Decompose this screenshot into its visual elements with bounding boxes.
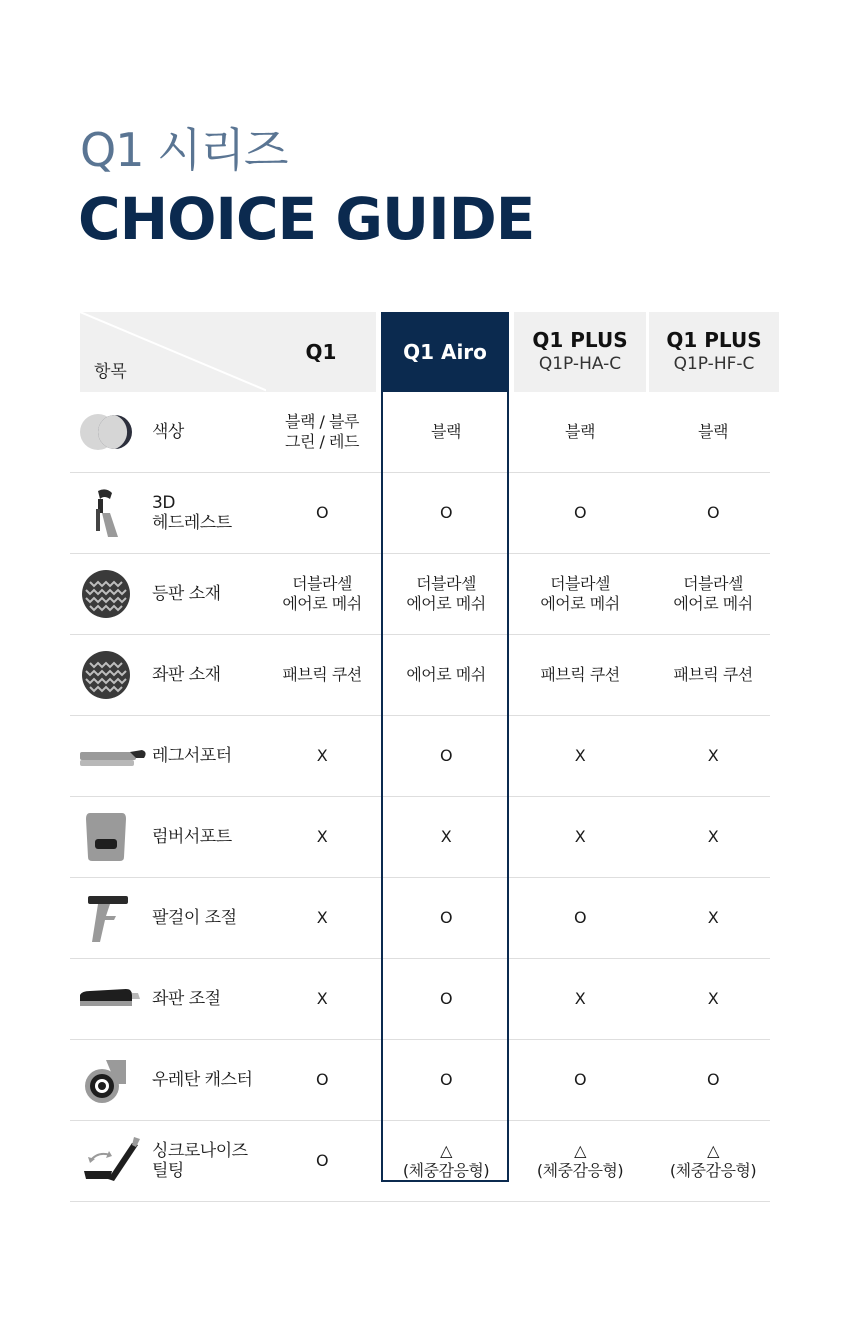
model-header-q1-airo: [381, 312, 509, 392]
model-header-q1: [266, 312, 376, 392]
corner-item-label: 항목: [94, 362, 127, 382]
row-label: 등판 소재: [152, 584, 221, 604]
cell-q1-plus-ha: △ (체중감응형): [536, 1141, 624, 1180]
cell-q1-airo: X: [440, 827, 452, 846]
row-label: 싱크로나이즈 틸팅: [152, 1141, 248, 1181]
cell-q1: O: [315, 503, 329, 522]
row-label: 팔걸이 조절: [152, 908, 237, 928]
row-label: 3D 헤드레스트: [152, 493, 232, 533]
mesh-icon: [80, 649, 132, 701]
model-header-q1-plus-hf: [649, 312, 779, 392]
cell-q1-airo: O: [439, 746, 453, 765]
table-row: [70, 959, 770, 1040]
table-header: [70, 312, 770, 392]
cell-q1: X: [316, 827, 328, 846]
cell-q1-plus-hf: X: [707, 827, 719, 846]
cell-q1-plus-hf: X: [707, 989, 719, 1008]
series-subtitle: Q1 시리즈: [80, 123, 288, 177]
table-row: [70, 473, 770, 554]
cell-q1-airo: O: [439, 503, 453, 522]
cell-q1-airo: 에어로 메쉬: [406, 665, 486, 684]
row-label: 색상: [152, 422, 184, 442]
cell-q1: 패브릭 쿠션: [282, 665, 362, 684]
table-row: [70, 878, 770, 959]
cell-q1-plus-ha: O: [573, 503, 587, 522]
row-label: 우레탄 캐스터: [152, 1070, 253, 1090]
cell-q1-plus-ha: O: [573, 908, 587, 927]
table-row: [70, 635, 770, 716]
table-row: [70, 1121, 770, 1202]
model-name: Q1 PLUS: [532, 328, 628, 352]
cell-q1-plus-hf: O: [706, 503, 720, 522]
cell-q1-airo: O: [439, 989, 453, 1008]
cell-q1: X: [316, 989, 328, 1008]
cell-q1: X: [316, 746, 328, 765]
cell-q1-airo: O: [439, 1070, 453, 1089]
cell-q1-plus-hf: 더블라셀 에어로 메쉬: [673, 574, 753, 613]
cell-q1-airo: 블랙: [431, 422, 461, 441]
cell-q1-plus-hf: △ (체중감응형): [669, 1141, 757, 1180]
table-row: [70, 554, 770, 635]
cell-q1-plus-ha: O: [573, 1070, 587, 1089]
page-title: CHOICE GUIDE: [78, 185, 535, 253]
cell-q1-plus-hf: X: [707, 908, 719, 927]
cell-q1-plus-ha: 더블라셀 에어로 메쉬: [540, 574, 620, 613]
comparison-table: [70, 312, 770, 1202]
cell-q1-plus-hf: O: [706, 1070, 720, 1089]
table-row: [70, 716, 770, 797]
row-label: 럼버서포트: [152, 827, 232, 847]
seat-adjust-icon: [80, 973, 150, 1025]
armrest-icon: [80, 892, 132, 944]
model-header-q1-plus-ha: [514, 312, 646, 392]
headrest-icon: [80, 487, 132, 539]
table-row: [70, 797, 770, 878]
lumbar-support-icon: [80, 811, 132, 863]
cell-q1-airo: 더블라셀 에어로 메쉬: [406, 574, 486, 613]
leg-support-icon: [80, 730, 150, 782]
table-row: [70, 1040, 770, 1121]
cell-q1: 블랙 / 블루 그린 / 레드: [285, 412, 359, 451]
cell-q1-plus-hf: 블랙: [698, 422, 728, 441]
model-code: Q1P-HF-C: [673, 354, 755, 374]
row-label: 좌판 소재: [152, 665, 221, 685]
model-name: Q1: [305, 340, 337, 364]
row-label: 좌판 조절: [152, 989, 221, 1009]
cell-q1-plus-ha: X: [574, 989, 586, 1008]
cell-q1-plus-hf: X: [707, 746, 719, 765]
color-swatch-icon: [80, 406, 132, 458]
tilting-icon: [80, 1135, 142, 1187]
row-label: 레그서포터: [152, 746, 232, 766]
cell-q1-airo: △ (체중감응형): [402, 1141, 490, 1180]
cell-q1: O: [315, 1151, 329, 1170]
cell-q1-airo: O: [439, 908, 453, 927]
model-name: Q1 Airo: [403, 340, 487, 364]
model-code: Q1P-HA-C: [538, 354, 622, 374]
cell-q1-plus-ha: X: [574, 827, 586, 846]
table-row: [70, 392, 770, 473]
cell-q1-plus-ha: 블랙: [565, 422, 595, 441]
model-name: Q1 PLUS: [666, 328, 762, 352]
cell-q1-plus-ha: X: [574, 746, 586, 765]
mesh-icon: [80, 568, 132, 620]
caster-icon: [80, 1054, 132, 1106]
cell-q1-plus-ha: 패브릭 쿠션: [540, 665, 620, 684]
cell-q1-plus-hf: 패브릭 쿠션: [673, 665, 753, 684]
cell-q1: 더블라셀 에어로 메쉬: [282, 574, 362, 613]
cell-q1: O: [315, 1070, 329, 1089]
cell-q1: X: [316, 908, 328, 927]
